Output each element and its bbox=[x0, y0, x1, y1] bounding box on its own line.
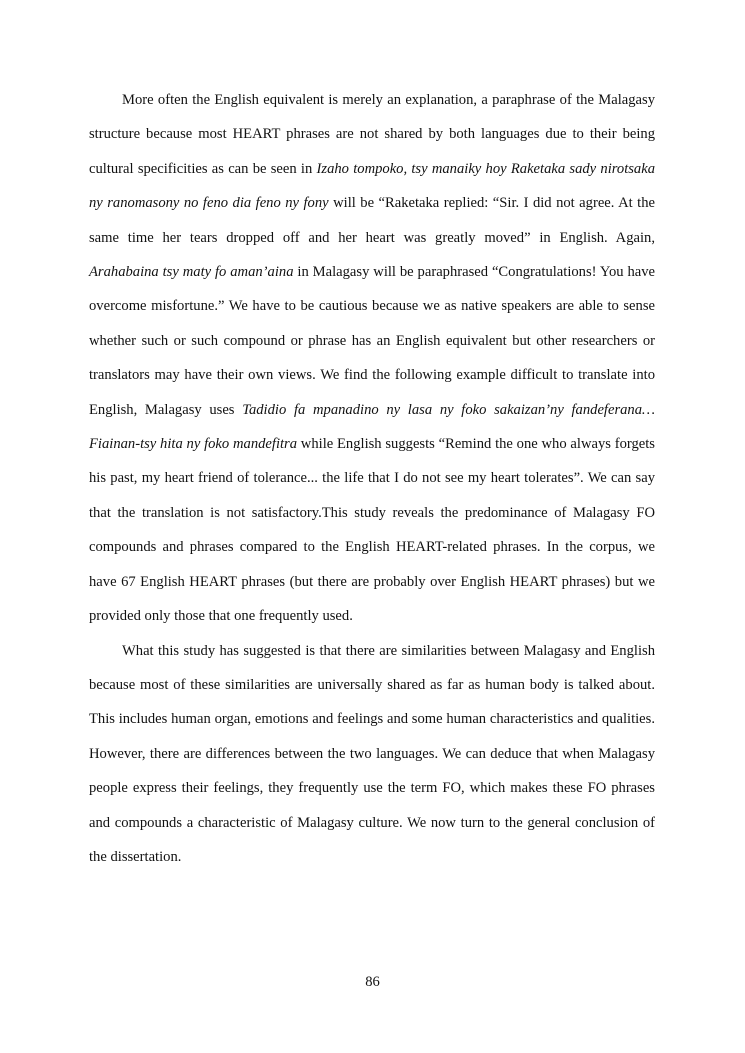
para-2-run-1: What this study has suggested is that there are similarities between Malagasy and English because most of these similarities are universally shared as far as human body is talked about. This includes human organ, emotions and feelings and some human characteristics and qualities. However, there are differences between the two languages. We can deduce that when Malagasy people express their feelings, they frequently use the term FO, which makes these FO phrases and compounds a characteristic of Malagasy culture. We now turn to the general conclusion of the dissertation. bbox=[89, 642, 655, 865]
paragraph-2 bbox=[89, 634, 655, 875]
page-number: 86 bbox=[365, 974, 380, 990]
paragraph-1 bbox=[89, 83, 655, 634]
para-1-run-7: while English suggests “Remind the one who always forgets his past, my heart friend of tolerance... the life that I do not see my heart tolerates”. We can say that the translation is not satisfactory.This study reveals the predominance of Malagasy FO compounds and phrases compared to the English HEART-related phrases. In the corpus, we have 67 English HEART phrases (but there are probably over English HEART phrases) but we provided only those that one frequently used. bbox=[89, 436, 655, 625]
para-1-run-2-italic-malagasy-quote: Izaho tompoko, tsy manaiky hoy Raketaka sady nirotsaka ny ranomasony no feno dia feno ny fony bbox=[89, 160, 656, 212]
para-1-run-5: in Malagasy will be paraphrased “Congratulations! You have overcome misfortune.” We have to be cautious because we as native speakers are able to sense whether such or such compound or phrase has an English equivalent but other researchers or translators may have their own views. We find the following example difficult to translate into English, Malagasy uses bbox=[89, 264, 655, 418]
para-1-run-3: will be “Raketaka replied: “Sir. I did not agree. At the same time her tears dropped off and her heart was greatly moved” in English. Again, bbox=[89, 195, 655, 246]
para-1-run-6-italic-malagasy-quote: Tadidio fa mpanadino ny lasa ny foko sakaizan’ny fandeferana…Fiainan-tsy hita ny foko mandefitra bbox=[89, 401, 656, 453]
para-1-run-1: More often the English equivalent is merely an explanation, a paraphrase of the Malagasy structure because most HEART phrases are not shared by both languages due to their being cultural specificities as can be seen in bbox=[89, 92, 655, 177]
para-1-run-4-italic-malagasy-quote: Arahabaina tsy maty fo aman’aina bbox=[89, 264, 294, 281]
body-text bbox=[89, 83, 655, 874]
